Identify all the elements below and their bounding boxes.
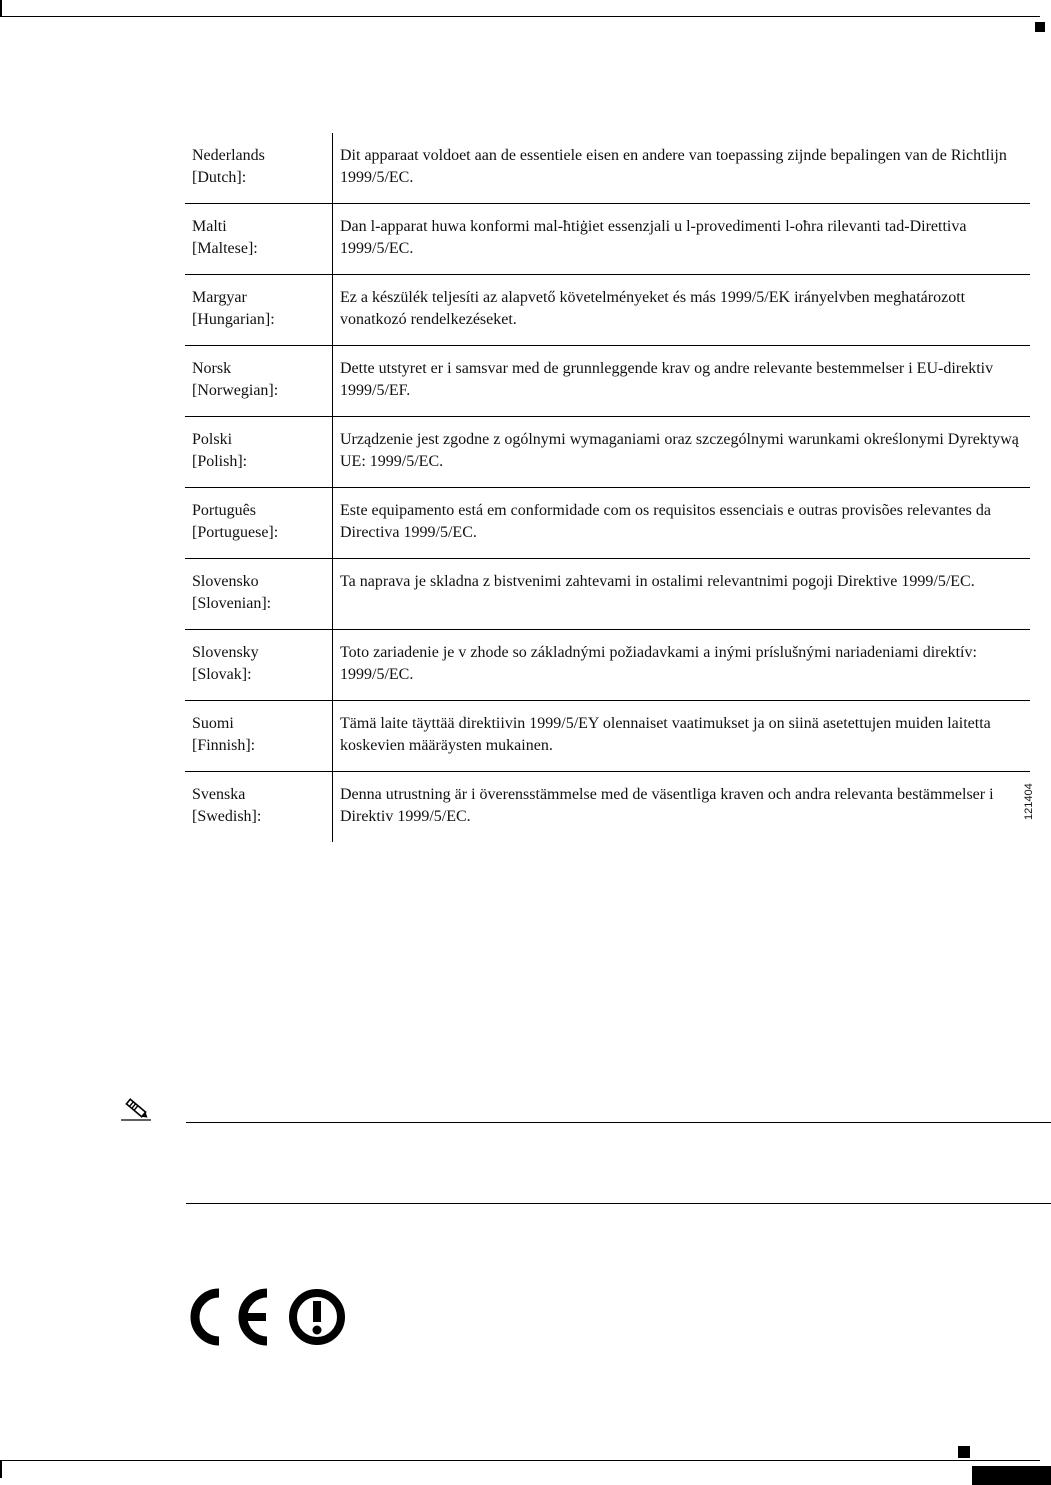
language-name: Norsk	[192, 360, 232, 377]
language-cell	[185, 275, 333, 346]
compliance-marks	[190, 1288, 350, 1348]
declaration-text: Ez a készülék teljesíti az alapvető követelményeket és más 1999/5/EK irányelvben meghatározott vonatkozó rendelkezéseket.	[333, 275, 1031, 346]
language-cell	[185, 488, 333, 559]
declaration-text: Urządzenie jest zgodne z ogólnymi wymaganiami oraz szczególnymi warunkami określonymi Dyrektywą UE: 1999/5/EC.	[333, 417, 1031, 488]
table-row	[185, 772, 1030, 843]
table-row	[185, 559, 1030, 630]
language-name: Polski	[192, 431, 233, 448]
language-name: Margyar	[192, 289, 247, 306]
language-english-name: [Slovak]:	[192, 666, 252, 683]
declaration-text: Toto zariadenie je v zhode so základnými požiadavkami a inými príslušnými nariadeniami direktív: 1999/5/EC.	[333, 630, 1031, 701]
note-bottom-rule	[186, 1203, 1051, 1204]
alert-mark-stem	[313, 1301, 321, 1322]
table-row	[185, 204, 1030, 275]
declaration-text: Tämä laite täyttää direktiivin 1999/5/EY olennaiset vaatimukset ja on siinä asetettujen muiden laitetta koskevien määräysten mukainen.	[333, 701, 1031, 772]
table-row	[185, 630, 1030, 701]
language-name: Svenska	[192, 786, 246, 803]
header-marker	[1035, 22, 1045, 32]
footer-rule	[0, 1460, 1040, 1461]
language-cell	[185, 417, 333, 488]
language-name: Slovensky	[192, 644, 259, 661]
declaration-text: Este equipamento está em conformidade com os requisitos essenciais e outras provisões relevantes da Directiva 1999/5/EC.	[333, 488, 1031, 559]
table-row	[185, 346, 1030, 417]
language-name: Malti	[192, 218, 227, 235]
declaration-text: Denna utrustning är i överensstämmelse med de väsentliga kraven och andra relevanta bestämmelser i Direktiv 1999/5/EC.	[333, 772, 1031, 843]
language-english-name: [Slovenian]:	[192, 595, 272, 612]
figure-id: 121404	[1023, 783, 1035, 820]
language-cell	[185, 204, 333, 275]
language-english-name: [Hungarian]:	[192, 311, 275, 328]
alert-mark-dot	[313, 1326, 322, 1335]
language-english-name: [Polish]:	[192, 453, 248, 470]
language-cell	[185, 346, 333, 417]
language-cell	[185, 630, 333, 701]
declaration-text: Ta naprava je skladna z bistvenimi zahtevami in ostalimi relevantnimi pogoji Direktive 1999/5/EC.	[333, 559, 1031, 630]
language-cell	[185, 559, 333, 630]
table-row	[185, 275, 1030, 346]
language-english-name: [Norwegian]:	[192, 382, 279, 399]
table-row	[185, 417, 1030, 488]
declaration-text: Dette utstyret er i samsvar med de grunnleggende krav og andre relevante bestemmelser i EU-direktiv 1999/5/EF.	[333, 346, 1031, 417]
language-english-name: [Finnish]:	[192, 737, 256, 754]
page-number-tab	[972, 1466, 1051, 1485]
table-row	[185, 133, 1030, 204]
language-name: Português	[192, 502, 256, 519]
language-cell	[185, 133, 333, 204]
header-rule	[0, 16, 1040, 17]
ce-mark-e-bar	[246, 1313, 266, 1321]
language-english-name: [Maltese]:	[192, 240, 258, 257]
ce-mark-c	[195, 1293, 219, 1341]
pencil-icon	[118, 1094, 154, 1124]
language-name: Nederlands	[192, 147, 265, 164]
declaration-text: Dit apparaat voldoet aan de essentiele eisen en andere van toepassing zijnde bepalingen van de Richtlijn 1999/5/EC.	[340, 147, 1007, 186]
declaration-text: Dan l-apparat huwa konformi mal-ħtiġiet essenzjali u l-provedimenti l-oħra rilevanti tad-Direttiva 1999/5/EC.	[333, 204, 1031, 275]
language-english-name: [Dutch]:	[192, 169, 247, 186]
header-left-tick	[0, 0, 2, 17]
declaration-table	[185, 133, 1030, 842]
language-name: Slovensko	[192, 573, 259, 590]
footer-left-tick	[0, 1460, 2, 1478]
language-cell	[185, 701, 333, 772]
language-cell	[185, 772, 333, 843]
table-row	[185, 488, 1030, 559]
table-row	[185, 701, 1030, 772]
language-english-name: [Swedish]:	[192, 808, 262, 825]
footer-marker	[958, 1446, 970, 1458]
language-name: Suomi	[192, 715, 234, 732]
note-top-rule	[186, 1122, 1051, 1123]
language-english-name: [Portuguese]:	[192, 524, 279, 541]
